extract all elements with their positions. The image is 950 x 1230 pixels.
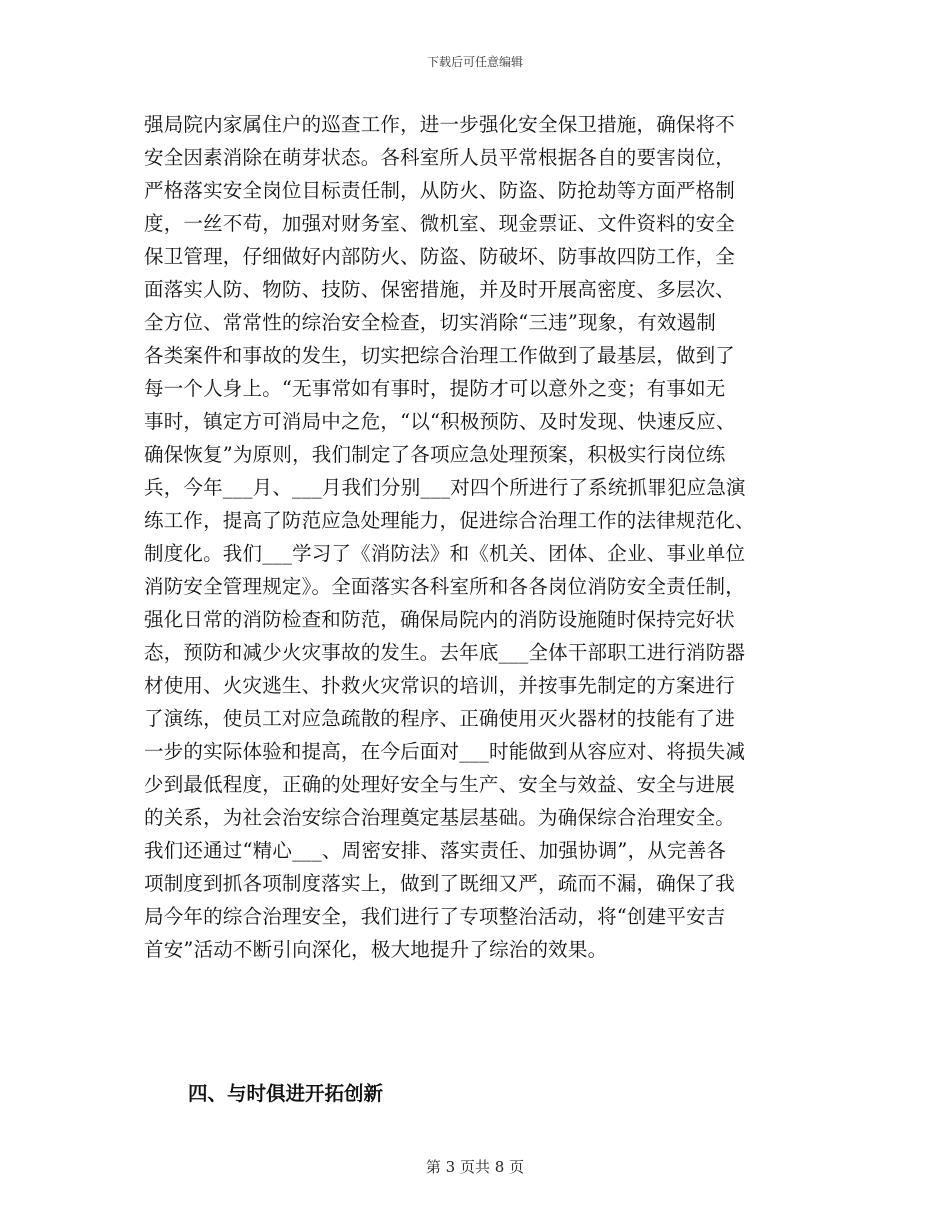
page-number: 第 3 页共 8 页 [425, 1158, 525, 1176]
body-line: 强局院内家属住户的巡查工作，进一步强化安全保卫措施，确保将不 [144, 113, 736, 136]
body-line: 首安”活动不断引向深化，极大地提升了综治的效果。 [144, 938, 608, 961]
body-line: 保卫管理，仔细做好内部防火、防盗、防破坏、防事故四防工作，全 [144, 245, 736, 268]
body-line: 各类案件和事故的发生，切实把综合治理工作做到了最基层，做到了 [144, 344, 736, 367]
body-line: 的关系，为社会治安综合治理奠定基层基础。为确保综合治理安全。 [144, 806, 736, 829]
body-line: 度，一丝不苟，加强对财务室、微机室、现金票证、文件资料的安全 [144, 212, 736, 235]
body-line: 严格落实安全岗位目标责任制，从防火、防盗、防抢劫等方面严格制 [144, 179, 736, 202]
body-line: 了演练，使员工对应急疏散的程序、正确使用灭火器材的技能有了进 [144, 707, 736, 730]
body-line: 少到最低程度，正确的处理好安全与生产、安全与效益、安全与进展 [144, 773, 736, 796]
body-line: 面落实人防、物防、技防、保密措施，并及时开展高密度、多层次、 [144, 278, 736, 301]
body-line: 事时，镇定方可消局中之危，“以“积极预防、及时发现、快速反应、 [144, 410, 736, 433]
body-line: 局今年的综合治理安全，我们进行了专项整治活动，将“创建平安吉 [144, 905, 726, 928]
body-line: 兵，今年___月、___月我们分别___对四个所进行了系统抓罪犯应急演 [144, 476, 746, 499]
body-line: 每一个人身上。“无事常如有事时，提防才可以意外之变；有事如无 [144, 377, 726, 400]
body-line: 我们还通过“精心___、周密安排、落实责任、加强协调”，从完善各 [144, 839, 727, 862]
body-line: 确保恢复”为原则，我们制定了各项应急处理预案，积极实行岗位练 [144, 443, 726, 466]
body-line: 消防安全管理规定》。全面落实各科室所和各各岗位消防安全责任制， [144, 575, 745, 598]
body-line: 全方位、常常性的综治安全检查，切实消除“三违”现象，有效遏制 [144, 311, 716, 334]
body-line: 材使用、火灾逃生、扑救火灾常识的培训，并按事先制定的方案进行 [144, 674, 736, 697]
page-header-note: 下载后可任意编辑 [426, 55, 523, 69]
body-line: 练工作，提高了防范应急处理能力，促进综合治理工作的法律规范化、 [144, 509, 755, 532]
body-line: 制度化。我们___学习了《消防法》和《机关、团体、企业、事业单位 [144, 542, 746, 565]
body-line: 项制度到抓各项制度落实上，做到了既细又严，疏而不漏，确保了我 [144, 872, 736, 895]
body-paragraph [144, 108, 804, 966]
body-line: 态，预防和减少火灾事故的发生。去年底___全体干部职工进行消防器 [144, 641, 746, 664]
body-line: 强化日常的消防检查和防范，确保局院内的消防设施随时保持完好状 [144, 608, 736, 631]
section-heading: 四、与时俱进开拓创新 [188, 1082, 384, 1105]
body-line: 安全因素消除在萌芽状态。各科室所人员平常根据各自的要害岗位， [144, 146, 736, 169]
body-line: 一步的实际体验和提高，在今后面对___时能做到从容应对、将损失减 [144, 740, 746, 763]
